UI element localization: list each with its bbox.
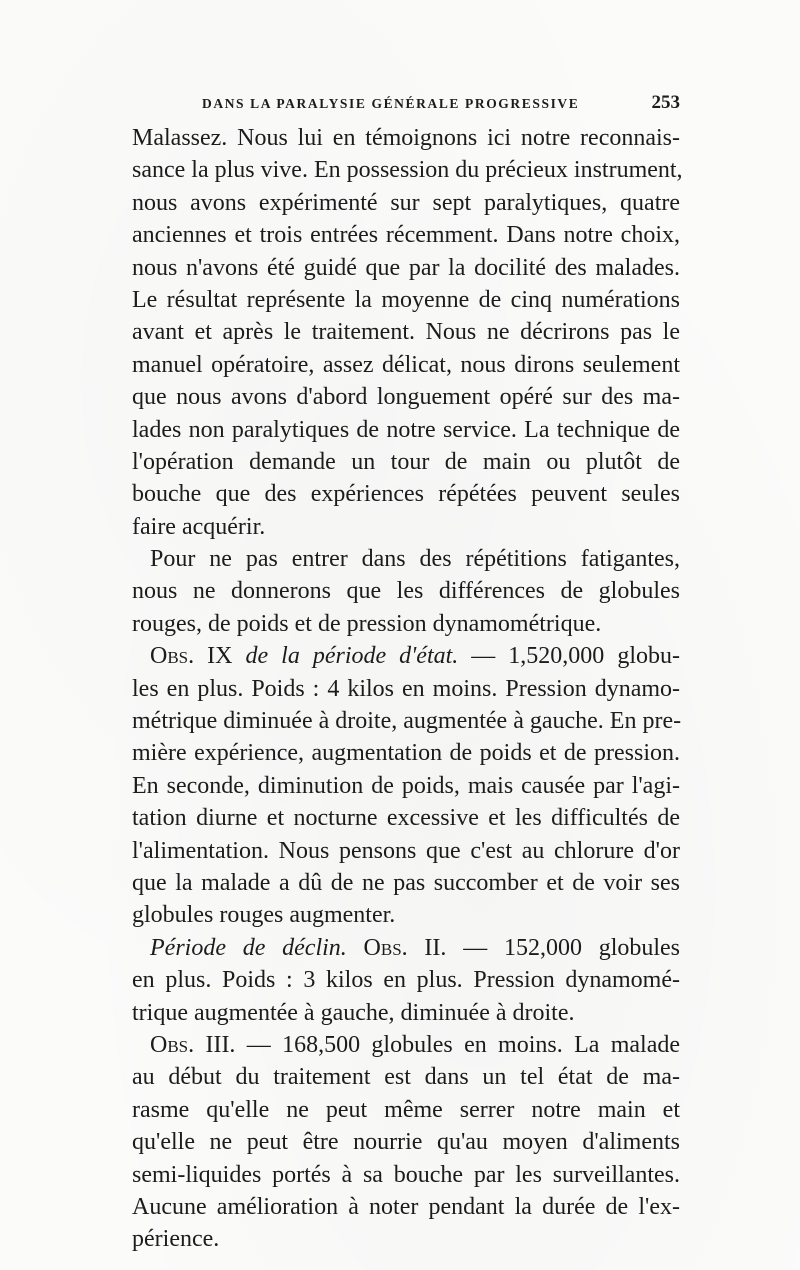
text-line: au début du traitement est dans un tel état de ma-: [132, 1064, 680, 1091]
text-block: [132, 92, 683, 1256]
text-line: rouges, de poids et de pression dynamométrique.: [132, 610, 602, 637]
text-line: les en plus. Poids : 4 kilos en moins. Pression dynamo-: [132, 675, 680, 702]
text-line: bouche que des expériences répétées peuvent seules: [132, 481, 680, 508]
text-line: semi-liquides portés à sa bouche par les surveillantes.: [132, 1161, 680, 1188]
text-line: tation diurne et nocturne excessive et les difficultés de: [132, 805, 680, 832]
text-line: Aucune amélioration à noter pendant la durée de l'ex-: [132, 1193, 680, 1220]
observation-label: Obs. II.: [363, 934, 447, 961]
text-line: faire acquérir.: [132, 513, 266, 540]
text-line: qu'elle ne peut être nourrie qu'au moyen d'aliments: [132, 1129, 680, 1156]
text-line: avant et après le traitement. Nous ne décrirons pas le: [132, 319, 680, 346]
text-line: manuel opératoire, assez délicat, nous dirons seulement: [132, 351, 680, 378]
text-line: anciennes et trois entrées récemment. Dans notre choix,: [132, 222, 680, 249]
text-line: En seconde, diminution de poids, mais causée par l'agi-: [132, 772, 680, 799]
text-line: Malassez. Nous lui en témoignons ici notre reconnais-: [132, 125, 680, 151]
text-line: trique augmentée à gauche, diminuée à droite.: [132, 999, 575, 1026]
running-head: [202, 92, 680, 120]
text-line: l'alimentation. Nous pensons que c'est au chlorure d'or: [132, 837, 680, 864]
observation-title: de la période d'état.: [245, 643, 459, 670]
text-line: en plus. Poids : 3 kilos en plus. Pression dynamomé-: [132, 967, 680, 994]
observation-text: — 1,520,000 globu-: [471, 643, 680, 670]
observation-heading-line: [132, 1029, 680, 1061]
text-line: mière expérience, augmentation de poids et de pression.: [132, 740, 680, 767]
observation-label: Obs. IX: [150, 643, 233, 670]
text-line: Le résultat représente la moyenne de cinq numérations: [132, 286, 680, 313]
period-title: Période de déclin.: [150, 934, 347, 961]
text-line: que la malade a dû de ne pas succomber et de voir ses: [132, 869, 680, 896]
text-line: sance la plus vive. En possession du précieux instrument,: [132, 157, 683, 184]
text-line: l'opération demande un tour de main ou plutôt de: [132, 448, 680, 475]
text-line: métrique diminuée à droite, augmentée à gauche. En pre-: [132, 708, 682, 735]
text-line: globules rouges augmenter.: [132, 902, 396, 929]
text-line: rasme qu'elle ne peut même serrer notre main et: [132, 1096, 680, 1123]
text-line: que nous avons d'abord longuement opéré sur des ma-: [132, 384, 680, 411]
observation-text: — 168,500 globules en moins. La malade: [246, 1031, 680, 1058]
text-line: Pour ne pas entrer dans des répétitions fatigantes,: [150, 546, 680, 573]
text-line: périence.: [132, 1226, 220, 1253]
text-line: nous avons expérimenté sur sept paralytiques, quatre: [132, 189, 680, 216]
text-line: nous ne donnerons que les différences de globules: [132, 578, 680, 605]
page-number: 253: [651, 92, 680, 113]
text-line: nous n'avons été guidé que par la docilité des malades.: [132, 254, 680, 281]
observation-heading-line: [132, 932, 680, 964]
observation-heading-line: [132, 640, 680, 672]
observation-label: Obs. III.: [150, 1031, 236, 1058]
running-title: DANS LA PARALYSIE GÉNÉRALE PROGRESSIVE: [202, 96, 580, 111]
text-line: lades non paralytiques de notre service. La technique de: [132, 416, 680, 443]
observation-text: — 152,000 globules: [463, 934, 681, 961]
body-text: [132, 122, 683, 1256]
